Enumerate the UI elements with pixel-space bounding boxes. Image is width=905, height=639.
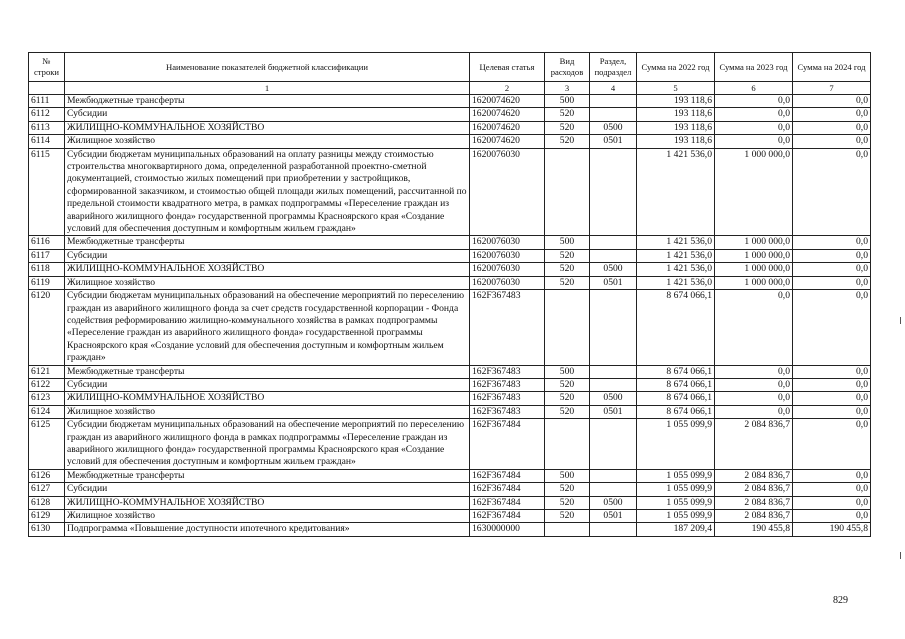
row-name-cell: Жилищное хозяйство <box>65 276 470 289</box>
row-sum-2024-cell: 0,0 <box>793 496 871 509</box>
row-sum-2023-cell: 0,0 <box>715 121 793 134</box>
row-number-cell: 6114 <box>29 135 65 148</box>
row-section-cell: 0500 <box>590 392 637 405</box>
row-section-cell <box>590 469 637 482</box>
row-sum-2024-cell: 0,0 <box>793 276 871 289</box>
row-name-cell: Межбюджетные трансферты <box>65 95 470 108</box>
row-target-cell: 162F367484 <box>470 483 545 496</box>
row-sum-2024-cell: 0,0 <box>793 483 871 496</box>
column-number: 5 <box>637 82 715 95</box>
row-name-cell: Субсидии бюджетам муниципальных образований на оплату разницы между стоимостью строительства многоквартирного дома, определенной разработанной проектно-сметной документацией, стоимостью жилых помещений при приобретении у застройщиков, сформированной заказчиком, и стоимостью общей площади жилых помещений, рассчитанной по предельной стоимости квадратного метра, в рамках подпрограммы «Переселение граждан из аварийного жилищного фонда» государственной программы Красноярского края «Создание условий для обеспечения доступным и комфортным жильем граждан» <box>65 148 470 236</box>
row-number-cell: 6121 <box>29 365 65 378</box>
row-sum-2024-cell: 0,0 <box>793 135 871 148</box>
row-sum-2022-cell: 1 421 536,0 <box>637 236 715 249</box>
row-sum-2024-cell: 0,0 <box>793 469 871 482</box>
header-sum-2024: Сумма на 2024 год <box>793 53 871 82</box>
row-target-cell: 162F367484 <box>470 419 545 470</box>
table-row <box>29 121 871 134</box>
row-number-cell: 6112 <box>29 108 65 121</box>
table-row <box>29 236 871 249</box>
row-target-cell: 1620074620 <box>470 121 545 134</box>
row-number-cell: 6115 <box>29 148 65 236</box>
row-expense-type-cell: 520 <box>545 121 590 134</box>
row-target-cell: 162F367484 <box>470 496 545 509</box>
row-sum-2022-cell: 1 421 536,0 <box>637 249 715 262</box>
row-sum-2023-cell: 190 455,8 <box>715 523 793 536</box>
row-sum-2022-cell: 193 118,6 <box>637 135 715 148</box>
table-row <box>29 496 871 509</box>
row-name-cell: Субсидии бюджетам муниципальных образований на обеспечение мероприятий по переселению граждан из аварийного жилищного фонда за счет средств государственной корпорации - Фонда содействия реформированию жилищно-коммунального хозяйства в рамках подпрограммы «Переселение граждан из аварийного жилищного фонда» государственной программы Красноярского края «Создание условий для обеспечения доступным и комфортным жильем граждан» <box>65 290 470 365</box>
row-expense-type-cell: 500 <box>545 95 590 108</box>
row-sum-2023-cell: 0,0 <box>715 378 793 391</box>
row-target-cell: 162F367483 <box>470 405 545 418</box>
row-number-cell: 6129 <box>29 510 65 523</box>
row-name-cell: ЖИЛИЩНО-КОММУНАЛЬНОЕ ХОЗЯЙСТВО <box>65 496 470 509</box>
header-name: Наименование показателей бюджетной классификации <box>65 53 470 82</box>
row-target-cell: 162F367483 <box>470 365 545 378</box>
table-row <box>29 263 871 276</box>
row-section-cell <box>590 108 637 121</box>
row-sum-2024-cell: 0,0 <box>793 249 871 262</box>
header-sum-2022: Сумма на 2022 год <box>637 53 715 82</box>
row-name-cell: Межбюджетные трансферты <box>65 236 470 249</box>
row-target-cell: 1620076030 <box>470 236 545 249</box>
budget-table <box>28 52 871 537</box>
row-expense-type-cell <box>545 148 590 236</box>
row-sum-2023-cell: 1 000 000,0 <box>715 148 793 236</box>
column-number: 6 <box>715 82 793 95</box>
table-row <box>29 523 871 536</box>
row-name-cell: Подпрограмма «Повышение доступности ипотечного кредитования» <box>65 523 470 536</box>
row-name-cell: Межбюджетные трансферты <box>65 469 470 482</box>
row-expense-type-cell: 520 <box>545 276 590 289</box>
row-expense-type-cell: 500 <box>545 365 590 378</box>
row-number-cell: 6123 <box>29 392 65 405</box>
header-row <box>29 53 871 82</box>
row-sum-2023-cell: 1 000 000,0 <box>715 263 793 276</box>
row-sum-2022-cell: 1 421 536,0 <box>637 263 715 276</box>
table-row <box>29 469 871 482</box>
row-sum-2023-cell: 2 084 836,7 <box>715 496 793 509</box>
row-sum-2024-cell: 190 455,8 <box>793 523 871 536</box>
row-target-cell: 162F367483 <box>470 378 545 391</box>
row-number-cell: 6111 <box>29 95 65 108</box>
row-section-cell: 0501 <box>590 510 637 523</box>
row-name-cell: Субсидии бюджетам муниципальных образований на обеспечение мероприятий по переселению граждан из аварийного жилищного фонда в рамках подпрограммы «Переселение граждан из аварийного жилищного фонда» государственной программы Красноярского края «Создание условий для обеспечения доступным и комфортным жильем граждан» <box>65 419 470 470</box>
table-row <box>29 95 871 108</box>
row-section-cell <box>590 148 637 236</box>
row-section-cell <box>590 290 637 365</box>
row-name-cell: Межбюджетные трансферты <box>65 365 470 378</box>
row-sum-2024-cell: 0,0 <box>793 365 871 378</box>
row-sum-2022-cell: 8 674 066,1 <box>637 405 715 418</box>
row-target-cell: 162F367483 <box>470 392 545 405</box>
row-sum-2022-cell: 1 421 536,0 <box>637 148 715 236</box>
row-section-cell: 0500 <box>590 496 637 509</box>
header-expense-type: Вид расходов <box>545 53 590 82</box>
row-number-cell: 6124 <box>29 405 65 418</box>
row-sum-2023-cell: 0,0 <box>715 135 793 148</box>
table-row <box>29 276 871 289</box>
column-number: 7 <box>793 82 871 95</box>
row-sum-2022-cell: 8 674 066,1 <box>637 392 715 405</box>
row-section-cell: 0501 <box>590 405 637 418</box>
table-row <box>29 392 871 405</box>
row-expense-type-cell: 520 <box>545 135 590 148</box>
row-sum-2024-cell: 0,0 <box>793 378 871 391</box>
row-sum-2024-cell: 0,0 <box>793 419 871 470</box>
row-name-cell: Субсидии <box>65 108 470 121</box>
row-expense-type-cell <box>545 523 590 536</box>
row-number-cell: 6119 <box>29 276 65 289</box>
row-sum-2022-cell: 1 055 099,9 <box>637 483 715 496</box>
row-sum-2024-cell: 0,0 <box>793 121 871 134</box>
header-row-no: № строки <box>29 53 65 82</box>
row-sum-2024-cell: 0,0 <box>793 510 871 523</box>
row-target-cell: 1620074620 <box>470 95 545 108</box>
table-row <box>29 135 871 148</box>
row-target-cell: 1620076030 <box>470 276 545 289</box>
margin-mark <box>900 552 901 559</box>
table-row <box>29 378 871 391</box>
row-sum-2023-cell: 2 084 836,7 <box>715 483 793 496</box>
table-row <box>29 365 871 378</box>
table-row <box>29 510 871 523</box>
margin-mark <box>900 317 901 324</box>
row-number-cell: 6122 <box>29 378 65 391</box>
row-sum-2022-cell: 1 421 536,0 <box>637 276 715 289</box>
table-row <box>29 290 871 365</box>
row-sum-2022-cell: 1 055 099,9 <box>637 419 715 470</box>
row-number-cell: 6113 <box>29 121 65 134</box>
row-sum-2023-cell: 0,0 <box>715 365 793 378</box>
row-name-cell: ЖИЛИЩНО-КОММУНАЛЬНОЕ ХОЗЯЙСТВО <box>65 392 470 405</box>
row-target-cell: 162F367484 <box>470 510 545 523</box>
row-expense-type-cell: 500 <box>545 236 590 249</box>
row-sum-2024-cell: 0,0 <box>793 95 871 108</box>
row-sum-2022-cell: 193 118,6 <box>637 95 715 108</box>
row-number-cell: 6118 <box>29 263 65 276</box>
row-name-cell: Жилищное хозяйство <box>65 510 470 523</box>
row-name-cell: Жилищное хозяйство <box>65 135 470 148</box>
row-section-cell <box>590 523 637 536</box>
row-target-cell: 1620076030 <box>470 148 545 236</box>
row-sum-2024-cell: 0,0 <box>793 263 871 276</box>
row-name-cell: ЖИЛИЩНО-КОММУНАЛЬНОЕ ХОЗЯЙСТВО <box>65 263 470 276</box>
column-number: 4 <box>590 82 637 95</box>
row-expense-type-cell: 520 <box>545 249 590 262</box>
table-body <box>29 95 871 537</box>
row-section-cell: 0500 <box>590 121 637 134</box>
row-expense-type-cell <box>545 290 590 365</box>
row-sum-2022-cell: 1 055 099,9 <box>637 510 715 523</box>
row-expense-type-cell: 520 <box>545 392 590 405</box>
page-number: 829 <box>833 595 848 606</box>
row-number-cell: 6126 <box>29 469 65 482</box>
row-expense-type-cell: 520 <box>545 378 590 391</box>
row-sum-2023-cell: 0,0 <box>715 95 793 108</box>
row-number-cell: 6117 <box>29 249 65 262</box>
row-sum-2022-cell: 187 209,4 <box>637 523 715 536</box>
row-number-cell: 6125 <box>29 419 65 470</box>
row-name-cell: Субсидии <box>65 378 470 391</box>
row-expense-type-cell: 520 <box>545 510 590 523</box>
row-sum-2024-cell: 0,0 <box>793 108 871 121</box>
row-sum-2023-cell: 0,0 <box>715 405 793 418</box>
row-sum-2022-cell: 1 055 099,9 <box>637 496 715 509</box>
row-number-cell: 6120 <box>29 290 65 365</box>
row-sum-2024-cell: 0,0 <box>793 392 871 405</box>
row-target-cell: 1620074620 <box>470 135 545 148</box>
row-sum-2024-cell: 0,0 <box>793 290 871 365</box>
row-section-cell <box>590 249 637 262</box>
row-expense-type-cell <box>545 419 590 470</box>
table-row <box>29 419 871 470</box>
row-expense-type-cell: 520 <box>545 263 590 276</box>
row-target-cell: 1620076030 <box>470 263 545 276</box>
row-sum-2023-cell: 2 084 836,7 <box>715 510 793 523</box>
row-number-cell: 6128 <box>29 496 65 509</box>
row-target-cell: 162F367484 <box>470 469 545 482</box>
row-section-cell <box>590 419 637 470</box>
row-sum-2022-cell: 8 674 066,1 <box>637 290 715 365</box>
row-number-cell: 6127 <box>29 483 65 496</box>
row-section-cell <box>590 378 637 391</box>
column-number-row <box>29 82 871 95</box>
row-sum-2024-cell: 0,0 <box>793 236 871 249</box>
row-target-cell: 1630000000 <box>470 523 545 536</box>
row-number-cell: 6116 <box>29 236 65 249</box>
column-number-blank <box>29 82 65 95</box>
row-sum-2023-cell: 1 000 000,0 <box>715 249 793 262</box>
row-section-cell: 0500 <box>590 263 637 276</box>
row-expense-type-cell: 520 <box>545 108 590 121</box>
row-target-cell: 162F367483 <box>470 290 545 365</box>
table-row <box>29 148 871 236</box>
header-target: Целевая статья <box>470 53 545 82</box>
table-row <box>29 108 871 121</box>
row-sum-2023-cell: 0,0 <box>715 290 793 365</box>
row-sum-2022-cell: 8 674 066,1 <box>637 378 715 391</box>
row-sum-2023-cell: 0,0 <box>715 392 793 405</box>
row-section-cell: 0501 <box>590 276 637 289</box>
column-number: 1 <box>65 82 470 95</box>
row-expense-type-cell: 520 <box>545 483 590 496</box>
row-sum-2023-cell: 2 084 836,7 <box>715 419 793 470</box>
row-name-cell: Субсидии <box>65 483 470 496</box>
table-row <box>29 249 871 262</box>
row-name-cell: Жилищное хозяйство <box>65 405 470 418</box>
row-sum-2023-cell: 1 000 000,0 <box>715 236 793 249</box>
row-sum-2023-cell: 0,0 <box>715 108 793 121</box>
row-name-cell: ЖИЛИЩНО-КОММУНАЛЬНОЕ ХОЗЯЙСТВО <box>65 121 470 134</box>
table-row <box>29 483 871 496</box>
row-section-cell <box>590 95 637 108</box>
column-number: 3 <box>545 82 590 95</box>
row-sum-2023-cell: 2 084 836,7 <box>715 469 793 482</box>
row-sum-2022-cell: 1 055 099,9 <box>637 469 715 482</box>
row-sum-2024-cell: 0,0 <box>793 148 871 236</box>
row-number-cell: 6130 <box>29 523 65 536</box>
row-section-cell <box>590 236 637 249</box>
header-sum-2023: Сумма на 2023 год <box>715 53 793 82</box>
table-row <box>29 405 871 418</box>
row-expense-type-cell: 520 <box>545 496 590 509</box>
row-target-cell: 1620076030 <box>470 249 545 262</box>
row-name-cell: Субсидии <box>65 249 470 262</box>
row-sum-2024-cell: 0,0 <box>793 405 871 418</box>
row-expense-type-cell: 500 <box>545 469 590 482</box>
row-target-cell: 1620074620 <box>470 108 545 121</box>
row-expense-type-cell: 520 <box>545 405 590 418</box>
row-sum-2022-cell: 8 674 066,1 <box>637 365 715 378</box>
header-section: Раздел, подраздел <box>590 53 637 82</box>
row-section-cell <box>590 365 637 378</box>
row-sum-2022-cell: 193 118,6 <box>637 121 715 134</box>
row-section-cell <box>590 483 637 496</box>
column-number: 2 <box>470 82 545 95</box>
row-sum-2022-cell: 193 118,6 <box>637 108 715 121</box>
row-sum-2023-cell: 1 000 000,0 <box>715 276 793 289</box>
row-section-cell: 0501 <box>590 135 637 148</box>
